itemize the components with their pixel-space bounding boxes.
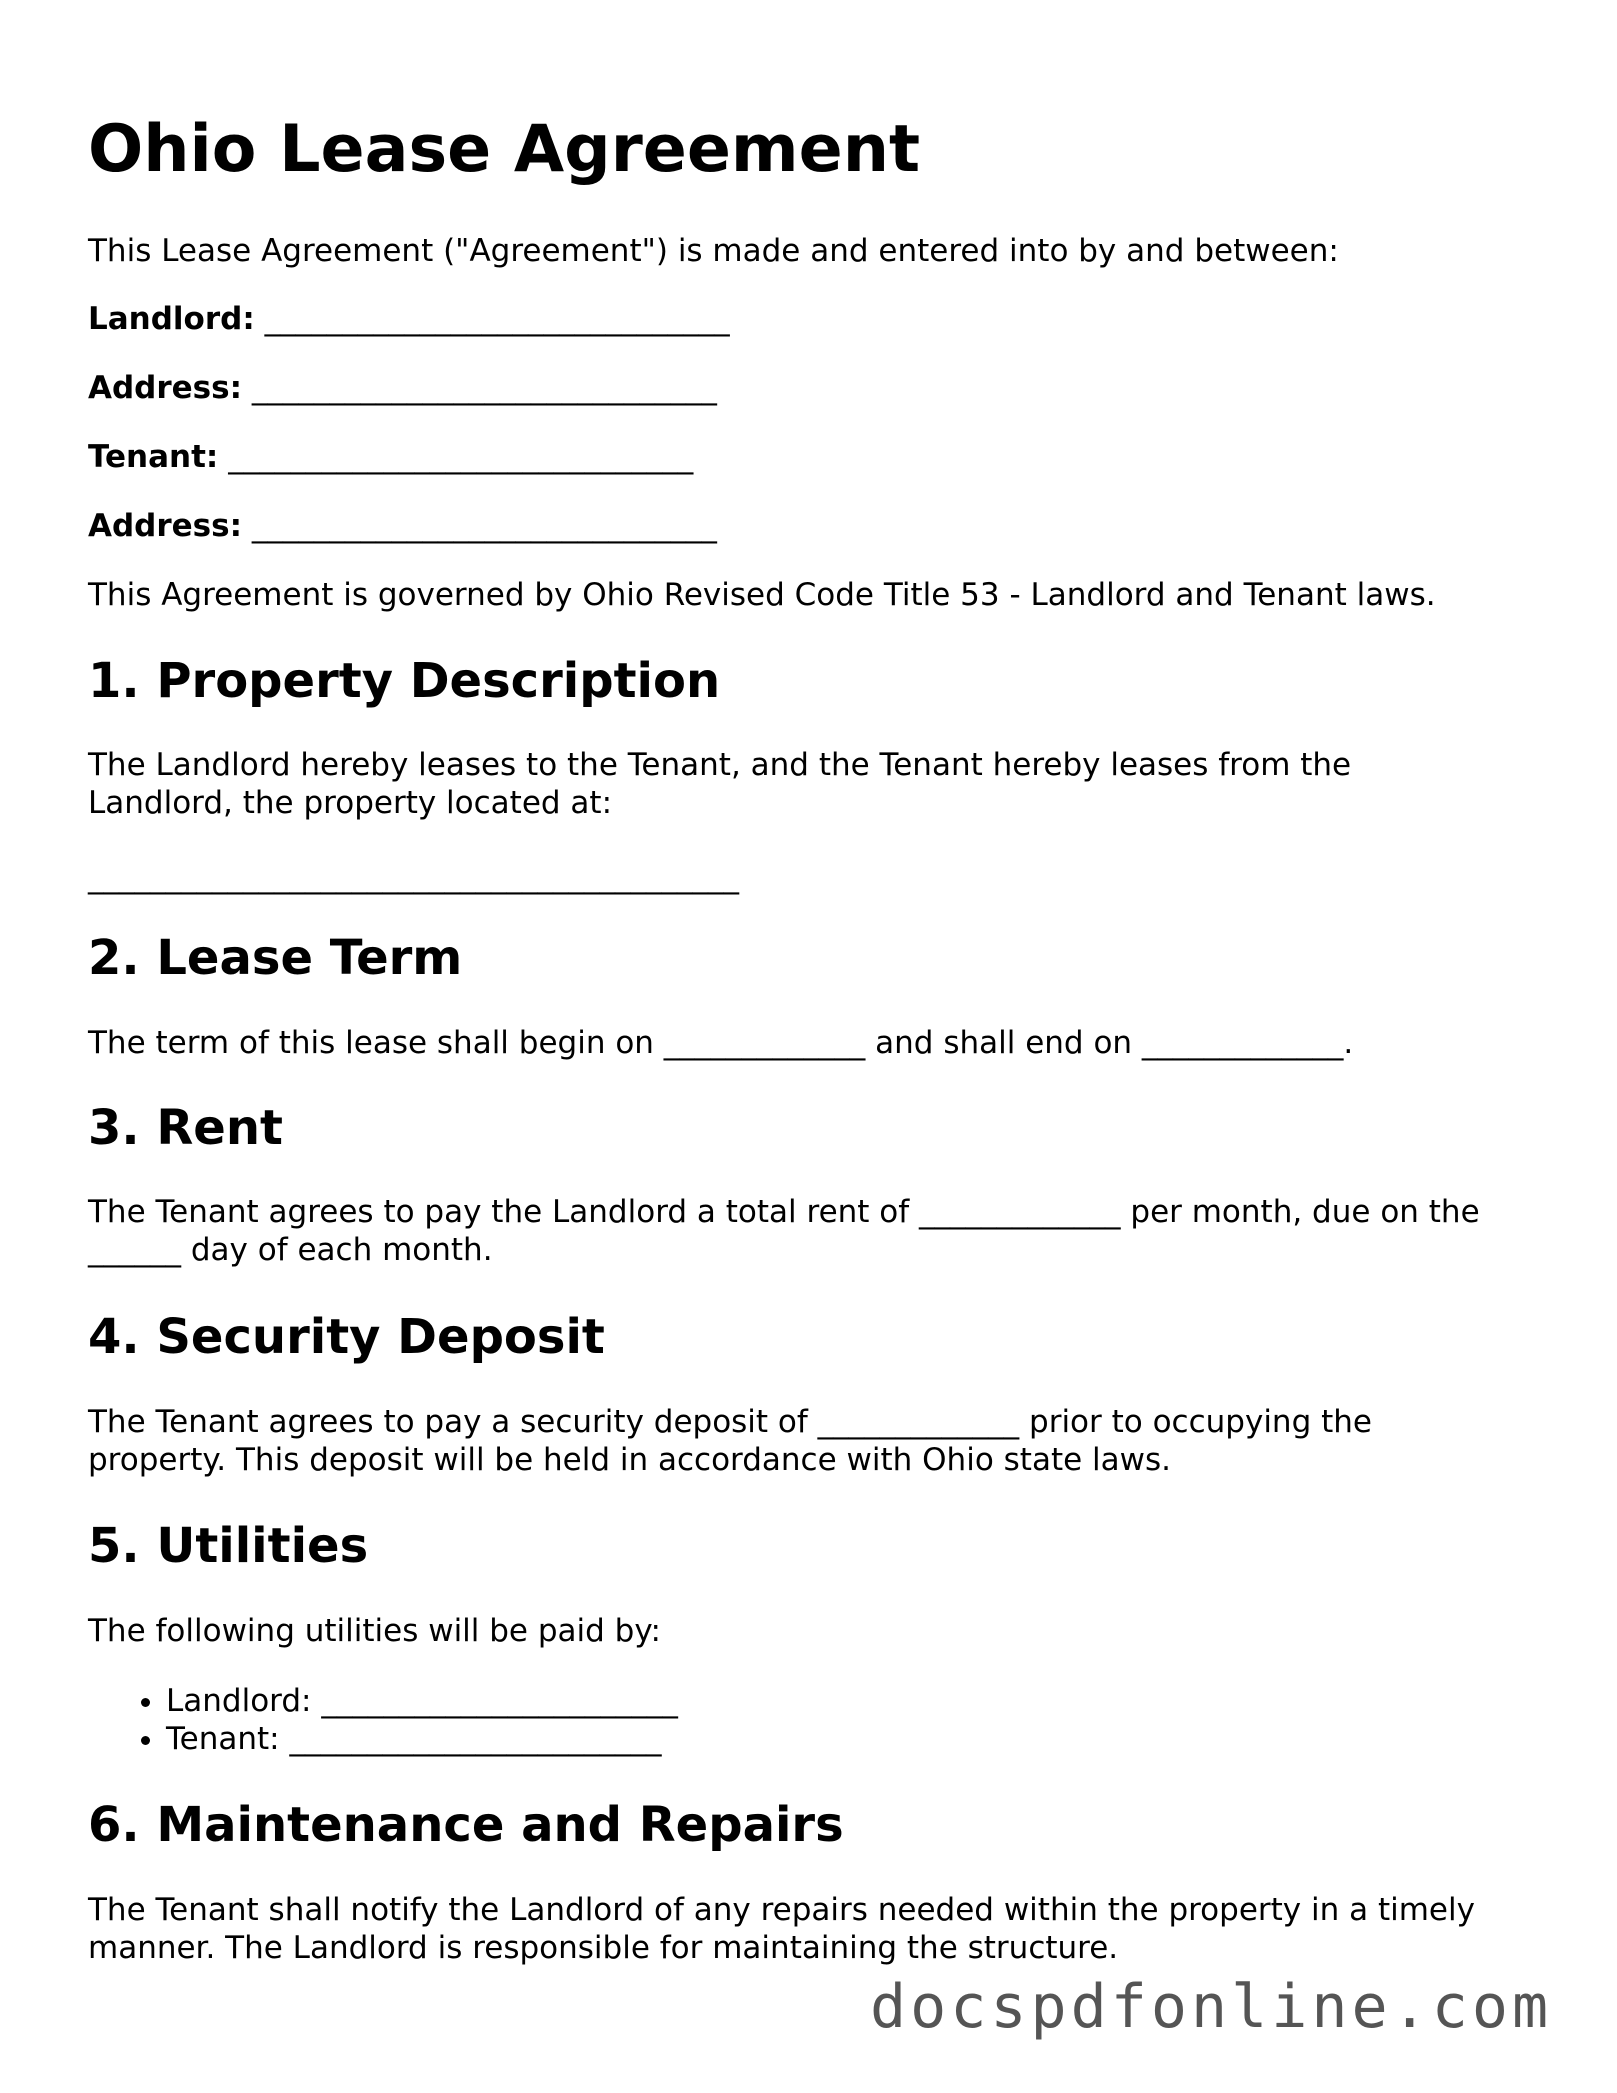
section-heading-rent: 3. Rent bbox=[88, 1100, 283, 1156]
section-heading-deposit: 4. Security Deposit bbox=[88, 1309, 605, 1365]
property-address-blank: __________________________________________ bbox=[88, 859, 739, 895]
maintenance-paragraph bbox=[88, 1891, 1548, 1967]
section-heading-term: 2. Lease Term bbox=[88, 930, 463, 986]
section-heading-maintenance: 6. Maintenance and Repairs bbox=[88, 1797, 844, 1853]
utilities-list bbox=[88, 1682, 678, 1758]
list-item: • Tenant: ________________________ bbox=[166, 1720, 678, 1758]
landlord-blank: ______________________________ bbox=[264, 301, 730, 337]
intro-paragraph: This Lease Agreement ("Agreement") is made and entered into by and between: bbox=[88, 233, 1339, 269]
maintenance-line-2: manner. The Landlord is responsible for maintaining the structure. bbox=[88, 1930, 1119, 1966]
governing-law-paragraph: This Agreement is governed by Ohio Revised Code Title 53 - Landlord and Tenant laws. bbox=[88, 577, 1436, 613]
landlord-address-blank: ______________________________ bbox=[251, 370, 717, 406]
landlord-address-field bbox=[88, 369, 717, 407]
landlord-field bbox=[88, 300, 730, 338]
term-line-1: The term of this lease shall begin on _____________ and shall end on _____________. bbox=[88, 1025, 1354, 1061]
tenant-address-label: Address: bbox=[88, 508, 242, 544]
utilities-paragraph bbox=[88, 1612, 1548, 1650]
deposit-paragraph bbox=[88, 1403, 1548, 1479]
rent-paragraph bbox=[88, 1193, 1548, 1269]
utilities-line-1: The following utilities will be paid by: bbox=[88, 1613, 661, 1649]
property-line-1: The Landlord hereby leases to the Tenant, and the Tenant hereby leases from the bbox=[88, 747, 1352, 783]
tenant-address-blank: ______________________________ bbox=[251, 508, 717, 544]
term-paragraph bbox=[88, 1024, 1548, 1062]
deposit-line-2: property. This deposit will be held in accordance with Ohio state laws. bbox=[88, 1442, 1171, 1478]
landlord-address-label: Address: bbox=[88, 370, 242, 406]
section-heading-utilities: 5. Utilities bbox=[88, 1518, 369, 1574]
tenant-label: Tenant: bbox=[88, 439, 219, 475]
tenant-blank: ______________________________ bbox=[228, 439, 694, 475]
tenant-address-field bbox=[88, 507, 717, 545]
rent-line-2: ______ day of each month. bbox=[88, 1232, 493, 1268]
property-paragraph bbox=[88, 746, 1548, 822]
tenant-field bbox=[88, 438, 693, 476]
rent-line-1: The Tenant agrees to pay the Landlord a total rent of _____________ per month, due on the bbox=[88, 1194, 1480, 1230]
document-title: Ohio Lease Agreement bbox=[88, 112, 921, 187]
landlord-label: Landlord: bbox=[88, 301, 255, 337]
property-line-2: Landlord, the property located at: bbox=[88, 785, 613, 821]
list-item: • Landlord: _______________________ bbox=[166, 1682, 678, 1720]
watermark: docspdfonline.com bbox=[870, 1972, 1553, 2042]
maintenance-line-1: The Tenant shall notify the Landlord of any repairs needed within the property in a timely bbox=[88, 1892, 1475, 1928]
section-heading-property: 1. Property Description bbox=[88, 653, 721, 709]
deposit-line-1: The Tenant agrees to pay a security deposit of _____________ prior to occupying the bbox=[88, 1404, 1372, 1440]
